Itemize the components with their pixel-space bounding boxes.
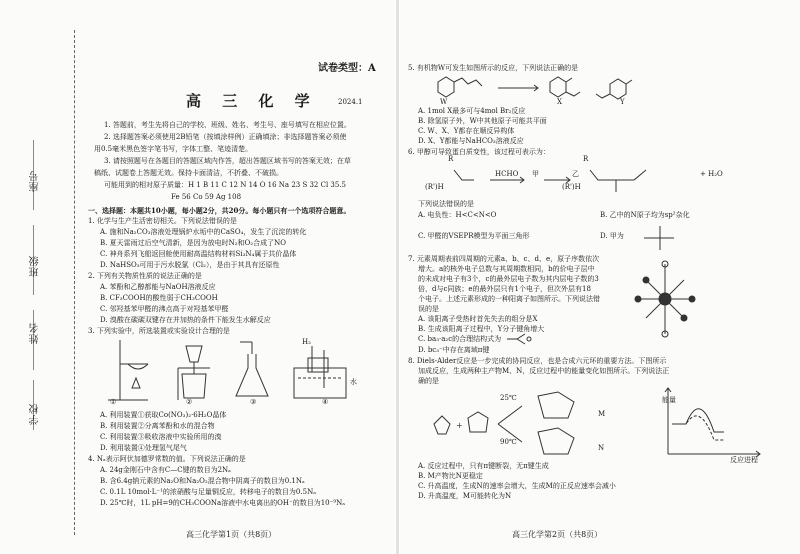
note-1: 1. 答题前，考生先将自己的学校、班级、姓名、考生号、座号填写在相应位置。 <box>104 121 351 129</box>
q6-stem: 6. 甲醇可导致蛋白质变性，该过程可表示为： <box>408 148 550 156</box>
q4-c: C. 0.1L 10mol·L⁻¹的浓硝酸与足量铜反应，转移电子的数目为0.5Nₐ <box>100 488 316 496</box>
q3-label-3: ③ <box>250 398 257 406</box>
class-label: 班级 <box>30 255 41 277</box>
q3-b: B. 利用装置②分离苯酚和水的混合物 <box>100 422 215 430</box>
q6-rh-right: (R')H <box>562 183 581 191</box>
exam-date: 2024.1 <box>338 98 363 106</box>
note-7: Fe 56 Co 59 Ag 108 <box>171 193 242 201</box>
q1-b: B. 夏天雷雨过后空气清新，是因为放电时N₂和O₂合成了NO <box>100 239 286 247</box>
seat-label: 座号 <box>30 170 41 192</box>
page-title: 高 三 化 学 <box>186 92 318 110</box>
q3-c: C. 利用装置③吸收溶液中实验所用的溴 <box>100 433 222 441</box>
q2-c: C. 邻羟基苯甲醛的沸点高于对羟基苯甲醛 <box>100 305 229 313</box>
q1-a: A. 施和Na₂CO₃溶液处理锅炉水垢中的CaSO₄，发生了沉淀的转化 <box>100 228 307 236</box>
q3-d: D. 利用装置④处理氢气尾气 <box>100 444 187 452</box>
q6-yi: 乙 <box>572 170 579 178</box>
q3-label-1: ① <box>110 398 117 406</box>
q6-a: A. 电负性：H<C<N<O <box>418 211 497 219</box>
q5-label-x: X <box>557 98 562 106</box>
note-4: 3. 请按照题号在各题目的答题区域内作答，超出答题区域书写的答案无效；在草 <box>104 157 351 165</box>
q8-energy-diagram <box>660 384 770 464</box>
q8-product-m: M <box>598 410 606 418</box>
q4-b: B. 含6.4g钠元素的Na₂O和Na₂O₂混合物中阴离子的数目为0.1Nₐ <box>100 477 305 485</box>
q3-stem: 3. 下列实验中，所选装置或实验设计合理的是 <box>88 327 230 335</box>
q7-d: D. bc₃⁻中存在离域π键 <box>418 346 490 354</box>
q8-product-n: N <box>598 444 605 452</box>
q5-c: C. W、X、Y都存在顺反异构体 <box>418 127 515 135</box>
q6-b: B. 乙中的N原子均为sp²杂化 <box>600 211 690 219</box>
q8-progress-axis-label: 反应进程 <box>730 456 758 464</box>
q3-water-label: 水 <box>350 378 357 386</box>
q1-d: D. NaHSO₃可用于污水脱氯（Cl₂），是由于其具有还原性 <box>100 261 280 269</box>
svg-text:+: + <box>456 421 463 430</box>
q6-d-structure <box>640 222 690 252</box>
q5-label-w: W <box>440 98 448 106</box>
q4-a: A. 24g金刚石中含有C—C键的数目为2Nₐ <box>100 466 231 474</box>
q8-temp-25: 25℃ <box>500 394 517 402</box>
q7-line-6: 误的是 <box>418 305 439 313</box>
q8-temp-90: 90℃ <box>500 438 517 446</box>
section-heading: 一、选择题：本题共10小题，每小题2分，共20分。每小题只有一个选项符合题意。 <box>88 206 351 215</box>
q5-label-y: Y <box>620 98 625 106</box>
q7-a: A. 该阳离子受热时首先失去的组分是X <box>418 315 538 323</box>
q8-line-3: 确的是 <box>418 377 439 385</box>
q8-a: A. 反应过程中，只有π键断裂，无π键生成 <box>418 462 549 470</box>
page-gutter <box>396 0 399 554</box>
q6-water: + H₂O <box>700 170 723 178</box>
q7-c-structure <box>505 332 535 346</box>
q8-c: C. 升高温度，生成N的速率会增大，生成M的正反应速率会减小 <box>418 482 616 490</box>
q3-h2-label: H₂ <box>302 338 311 346</box>
name-label: 姓名 <box>30 322 41 344</box>
page-one-footer: 高三化学第1页（共8页） <box>186 530 277 539</box>
q6-jia: 甲 <box>532 170 539 178</box>
q6-r-right: R <box>583 155 589 163</box>
q2-b: B. CF₃COOH的酸性弱于CH₃COOH <box>100 294 218 302</box>
q1-c: C. 神舟系列飞船返回舱使用耐高温结构材料Si₃N₄属于共价晶体 <box>100 250 297 258</box>
q8-line-1: 8. Diels-Alder反应是一步完成的协同反应，也是合成六元环的重要方法。下图所示 <box>408 357 667 365</box>
q7-c: C. ba₃·a₂c的合理结构式为 <box>418 335 502 343</box>
q4-d: D. 25℃时，1L pH=9的CH₃COONa溶液中水电离出的OH⁻的数目为10⁻⁹Nₐ <box>100 499 345 507</box>
q4-stem: 4. Nₐ表示阿伏加德罗常数的值。下列说法正确的是 <box>88 455 246 463</box>
q7-line-2: 增大。a的核外电子总数与其周期数相同，b的价电子层中 <box>418 265 595 273</box>
q6-rh-left: (R')H <box>425 183 444 191</box>
q5-b: B. 除氢原子外，W中其他原子可能共平面 <box>418 117 547 125</box>
q5-structures <box>428 74 648 104</box>
q7-cation-structure <box>630 254 700 342</box>
q7-line-3: 的未成对电子有3个，c的最外层电子数为其内层电子数的3 <box>418 275 599 283</box>
page-two-footer: 高三化学第2页（共8页） <box>512 530 603 539</box>
q5-a: A. 1mol X最多可与4mol Br₂反应 <box>418 107 526 115</box>
q7-line-5: 个电子。上述元素形成的一种阳离子如图所示。下列说法错 <box>418 295 600 303</box>
q8-d: D. 升高温度，M可能转化为N <box>418 492 512 500</box>
q7-line-1: 7. 元素周期表前四周期的元素a、b、c、d、e，原子序数依次 <box>408 255 600 263</box>
q2-stem: 2. 下列有关物质性质的说法正确的是 <box>88 272 202 280</box>
q6-d: D. 甲为 <box>600 232 624 240</box>
q1-stem: 1. 化学与生产生活密切相关。下列说法错误的是 <box>88 217 237 225</box>
q3-label-4: ④ <box>322 398 329 406</box>
q6-hcho: HCHO <box>495 170 519 178</box>
school-label: 学校 <box>30 403 41 425</box>
q3-label-2: ② <box>186 398 193 406</box>
q6-question: 下列说法错误的是 <box>418 200 474 208</box>
q6-c: C. 甲醛的VSEPR模型为平面三角形 <box>418 232 530 240</box>
note-3: 用0.5毫米黑色签字笔书写，字体工整、笔迹清楚。 <box>94 145 253 153</box>
q8-energy-axis-label: 能量 <box>662 396 676 404</box>
q3-a: A. 利用装置①获取Co(NO₃)₂·6H₂O晶体 <box>100 411 227 419</box>
q6-r-left: R <box>448 155 454 163</box>
q2-a: A. 苯酚和乙醇都能与NaOH溶液反应 <box>100 283 216 291</box>
binding-line <box>74 30 75 535</box>
q5-d: D. X、Y都能与NaHCO₃溶液反应 <box>418 137 524 145</box>
note-5: 稿纸、试题卷上答题无效。保持卡面清洁，不折叠、不破损。 <box>94 169 283 177</box>
q5-stem: 5. 有机物W可发生如图所示的反应，下列说法正确的是 <box>408 64 579 72</box>
paper-type: 试卷类型：A <box>318 63 376 74</box>
q8-line-2: 加成反应，生成两种主产物M、N，反应过程中的能量变化如图所示。下列说法正 <box>418 367 670 375</box>
q2-d: D. 溴酸在碳碳双键存在并加热的条件下能发生水解反应 <box>100 316 271 324</box>
note-2: 2. 选择题答案必须使用2B铅笔（按填涂样例）正确填涂；非选择题答案必须使 <box>104 133 347 141</box>
q7-b: B. 生成该阳离子过程中，Y分子键角增大 <box>418 325 545 333</box>
q3-apparatus <box>98 338 348 406</box>
q8-b: B. M产物比N更稳定 <box>418 472 483 480</box>
note-6: 可能用到的相对原子质量：H 1 B 11 C 12 N 14 O 16 Na 23 S 32 Cl 35.5 <box>104 181 347 189</box>
q7-line-4: 倍，d与c同族；e的最外层只有1个电子，但次外层有18 <box>418 285 591 293</box>
